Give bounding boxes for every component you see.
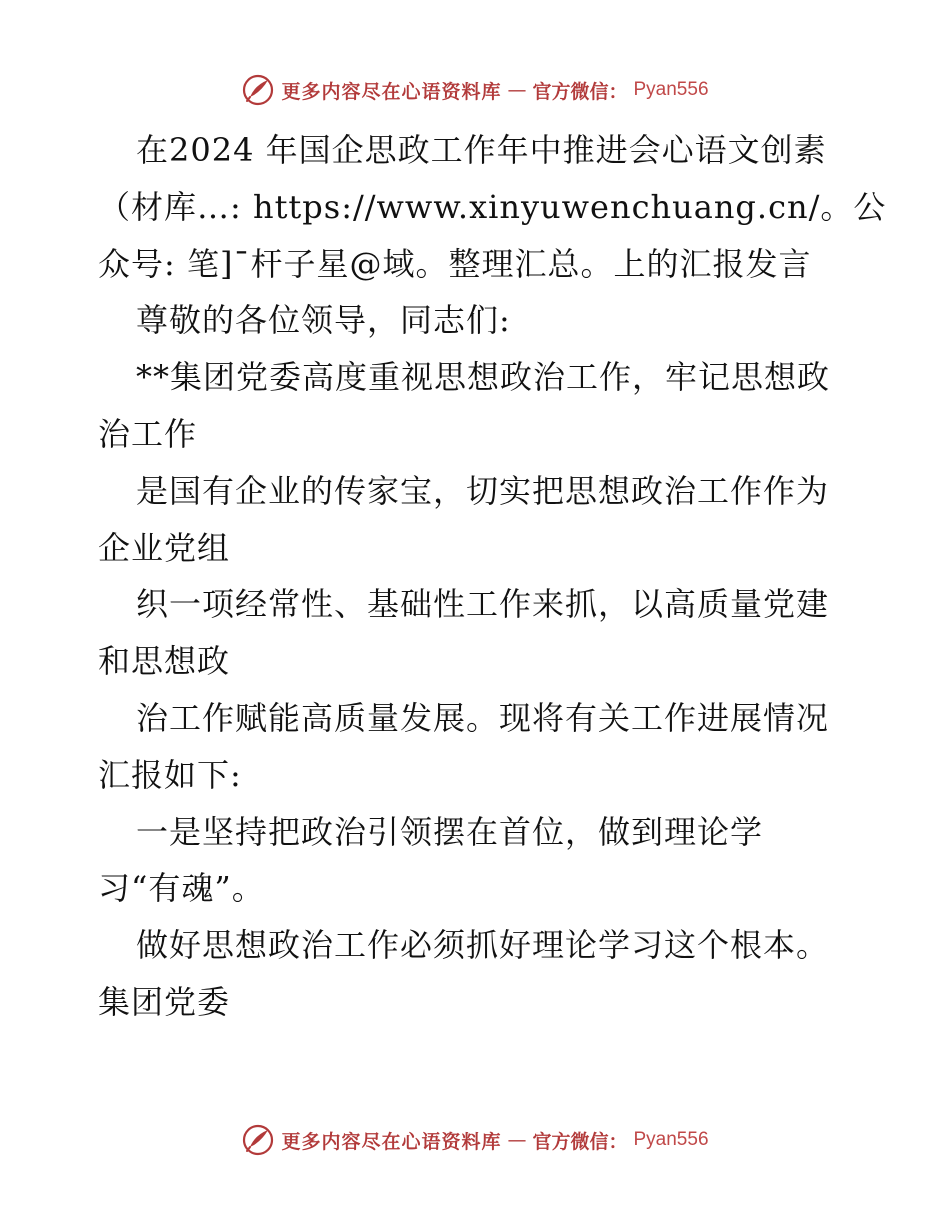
footer-banner-inner	[241, 1123, 708, 1157]
body-line: 众号: 笔]¯杆子星@域。整理汇总。上的汇报发言	[98, 244, 812, 283]
body-line: 治工作	[98, 414, 198, 453]
body-line: 企业党组	[98, 528, 231, 567]
quill-pen-logo-icon	[241, 1123, 275, 1157]
footer-banner-text: 更多内容尽在心语资料库	[281, 1130, 502, 1153]
body-line: **集团党委高度重视思想政治工作，牢记思想政	[136, 358, 831, 397]
header-wechat-label: 官方微信：	[532, 80, 628, 103]
header-banner-separator: —	[507, 79, 527, 101]
quill-pen-logo-icon	[241, 73, 275, 107]
header-banner	[0, 70, 950, 110]
footer-banner-separator: —	[507, 1129, 527, 1151]
body-line: 和思想政	[98, 642, 231, 681]
header-banner-text: 更多内容尽在心语资料库	[281, 80, 502, 103]
footer-wechat-label: 官方微信：	[532, 1130, 628, 1153]
body-line: 尊敬的各位领导，同志们:	[136, 301, 511, 340]
body-line: 做好思想政治工作必须抓好理论学习这个根本。	[136, 926, 830, 965]
footer-wechat-id: Pyan556	[633, 1129, 709, 1150]
header-banner-inner	[241, 73, 708, 107]
body-line: 织一项经常性、基础性工作来抓，以高质量党建	[136, 585, 830, 624]
header-wechat-id: Pyan556	[633, 79, 709, 100]
body-line: 是国有企业的传家宝，切实把思想政治工作作为	[136, 471, 830, 510]
body-line: 一是坚持把政治引领摆在首位，做到理论学	[136, 812, 764, 851]
body-line: 集团党委	[98, 982, 231, 1021]
body-line: 治工作赋能高质量发展。现将有关工作进展情况	[136, 698, 830, 737]
body-line: 在2024 年国企思政工作年中推进会心语文创素	[136, 131, 827, 169]
body-line: 习“有魂”。	[98, 869, 265, 908]
body-line: 汇报如下:	[98, 755, 242, 794]
document-body	[98, 122, 887, 1031]
body-line: （材库…: https://www.xinyuwenchuang.cn/。公	[98, 187, 887, 226]
footer-banner	[0, 1120, 950, 1160]
